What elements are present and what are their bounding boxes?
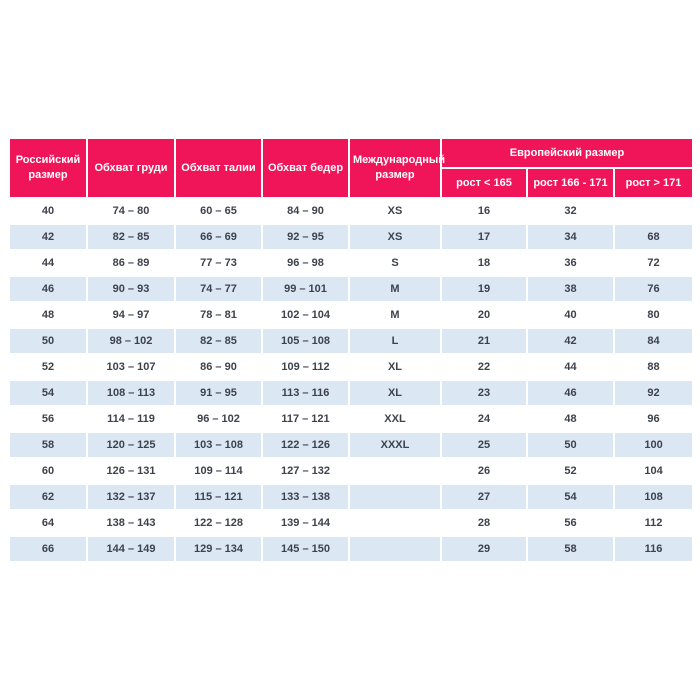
table-cell: 74 – 80 — [87, 198, 175, 224]
table-cell: 64 — [9, 510, 87, 536]
table-cell: 32 — [527, 198, 614, 224]
col-header-european-size: Европейский размер — [441, 138, 693, 168]
table-cell: 108 – 113 — [87, 380, 175, 406]
table-cell: 44 — [9, 250, 87, 276]
table-cell: 91 – 95 — [175, 380, 262, 406]
table-cell: 27 — [441, 484, 527, 510]
table-cell: 102 – 104 — [262, 302, 349, 328]
table-cell: 26 — [441, 458, 527, 484]
table-cell: 66 – 69 — [175, 224, 262, 250]
table-cell: 126 – 131 — [87, 458, 175, 484]
table-cell: 94 – 97 — [87, 302, 175, 328]
table-cell: 52 — [9, 354, 87, 380]
table-row — [9, 458, 693, 484]
table-cell: 76 — [614, 276, 693, 302]
table-cell: 103 – 107 — [87, 354, 175, 380]
table-cell: S — [349, 250, 441, 276]
table-cell: 103 – 108 — [175, 432, 262, 458]
table-cell: 40 — [9, 198, 87, 224]
table-row — [9, 406, 693, 432]
table-cell: 88 — [614, 354, 693, 380]
table-cell: 127 – 132 — [262, 458, 349, 484]
table-row — [9, 276, 693, 302]
table-cell: 104 — [614, 458, 693, 484]
table-cell: 74 – 77 — [175, 276, 262, 302]
table-cell: 114 – 119 — [87, 406, 175, 432]
table-cell: L — [349, 328, 441, 354]
table-cell: 86 – 90 — [175, 354, 262, 380]
table-cell: 82 – 85 — [87, 224, 175, 250]
table-cell: 82 – 85 — [175, 328, 262, 354]
table-cell: 42 — [527, 328, 614, 354]
table-cell: 29 — [441, 536, 527, 562]
table-cell: 109 – 114 — [175, 458, 262, 484]
table-cell: 58 — [9, 432, 87, 458]
table-cell: 92 – 95 — [262, 224, 349, 250]
table-row — [9, 302, 693, 328]
col-header-russian-size: Российский размер — [9, 138, 87, 198]
table-cell: 112 — [614, 510, 693, 536]
table-row — [9, 250, 693, 276]
table-cell: 50 — [9, 328, 87, 354]
table-cell: 115 – 121 — [175, 484, 262, 510]
table-cell — [349, 510, 441, 536]
table-cell — [614, 198, 693, 224]
table-cell: 86 – 89 — [87, 250, 175, 276]
col-header-height-under-165: рост < 165 — [441, 168, 527, 198]
table-row — [9, 380, 693, 406]
col-header-hips: Обхват бедер — [262, 138, 349, 198]
table-header — [9, 138, 693, 198]
table-cell: 84 – 90 — [262, 198, 349, 224]
table-cell — [349, 458, 441, 484]
table-cell: 17 — [441, 224, 527, 250]
table-row — [9, 432, 693, 458]
table-cell: 62 — [9, 484, 87, 510]
table-cell: 105 – 108 — [262, 328, 349, 354]
table-cell: 46 — [9, 276, 87, 302]
table-cell: 40 — [527, 302, 614, 328]
table-cell: 80 — [614, 302, 693, 328]
table-cell: 109 – 112 — [262, 354, 349, 380]
table-cell: 23 — [441, 380, 527, 406]
table-cell: 117 – 121 — [262, 406, 349, 432]
table-row — [9, 198, 693, 224]
table-cell: XXL — [349, 406, 441, 432]
table-cell: 54 — [527, 484, 614, 510]
table-cell: 16 — [441, 198, 527, 224]
table-cell: 19 — [441, 276, 527, 302]
table-cell: 48 — [9, 302, 87, 328]
table-cell — [349, 536, 441, 562]
table-cell: 20 — [441, 302, 527, 328]
table-row — [9, 510, 693, 536]
table-cell: XL — [349, 354, 441, 380]
table-cell: 52 — [527, 458, 614, 484]
table-cell: 96 – 102 — [175, 406, 262, 432]
table-cell: 100 — [614, 432, 693, 458]
table-cell: 28 — [441, 510, 527, 536]
table-cell: XXXL — [349, 432, 441, 458]
table-cell: 96 — [614, 406, 693, 432]
size-chart-table — [8, 137, 694, 563]
col-header-chest: Обхват груди — [87, 138, 175, 198]
table-cell: 21 — [441, 328, 527, 354]
col-header-international-size: Международный размер — [349, 138, 441, 198]
table-cell: 138 – 143 — [87, 510, 175, 536]
col-header-height-166-171: рост 166 - 171 — [527, 168, 614, 198]
table-cell: 24 — [441, 406, 527, 432]
table-cell: 38 — [527, 276, 614, 302]
table-cell: 56 — [527, 510, 614, 536]
table-cell: 68 — [614, 224, 693, 250]
table-cell: 60 – 65 — [175, 198, 262, 224]
table-cell: 129 – 134 — [175, 536, 262, 562]
table-cell: 18 — [441, 250, 527, 276]
table-cell: 77 – 73 — [175, 250, 262, 276]
table-cell: 98 – 102 — [87, 328, 175, 354]
table-row — [9, 328, 693, 354]
table-cell: 120 – 125 — [87, 432, 175, 458]
table-cell: 46 — [527, 380, 614, 406]
table-cell: M — [349, 302, 441, 328]
table-cell: 22 — [441, 354, 527, 380]
table-cell: 60 — [9, 458, 87, 484]
table-cell: 25 — [441, 432, 527, 458]
table-cell: 66 — [9, 536, 87, 562]
table-cell: 113 – 116 — [262, 380, 349, 406]
col-header-waist: Обхват талии — [175, 138, 262, 198]
table-cell: 72 — [614, 250, 693, 276]
table-cell: 56 — [9, 406, 87, 432]
table-cell: 96 – 98 — [262, 250, 349, 276]
table-row — [9, 484, 693, 510]
table-cell: XS — [349, 198, 441, 224]
header-row-main — [9, 138, 693, 168]
col-header-height-over-171: рост > 171 — [614, 168, 693, 198]
table-cell: 42 — [9, 224, 87, 250]
table-cell: 144 – 149 — [87, 536, 175, 562]
table-cell: 90 – 93 — [87, 276, 175, 302]
table-cell: 92 — [614, 380, 693, 406]
table-cell: 122 – 126 — [262, 432, 349, 458]
table-cell: 34 — [527, 224, 614, 250]
table-cell: 139 – 144 — [262, 510, 349, 536]
table-cell: 48 — [527, 406, 614, 432]
table-cell: 145 – 150 — [262, 536, 349, 562]
table-cell — [349, 484, 441, 510]
table-cell: 44 — [527, 354, 614, 380]
table-cell: 133 – 138 — [262, 484, 349, 510]
table-cell: 36 — [527, 250, 614, 276]
table-row — [9, 224, 693, 250]
table-cell: 78 – 81 — [175, 302, 262, 328]
table-cell: 99 – 101 — [262, 276, 349, 302]
table-cell: 54 — [9, 380, 87, 406]
table-cell: 50 — [527, 432, 614, 458]
table-cell: 132 – 137 — [87, 484, 175, 510]
size-table-body — [9, 198, 693, 562]
table-cell: XS — [349, 224, 441, 250]
table-row — [9, 354, 693, 380]
table-cell: M — [349, 276, 441, 302]
table-cell: 108 — [614, 484, 693, 510]
table-cell: 122 – 128 — [175, 510, 262, 536]
table-cell: 58 — [527, 536, 614, 562]
table-cell: 116 — [614, 536, 693, 562]
table-cell: 84 — [614, 328, 693, 354]
table-cell: XL — [349, 380, 441, 406]
table-row — [9, 536, 693, 562]
